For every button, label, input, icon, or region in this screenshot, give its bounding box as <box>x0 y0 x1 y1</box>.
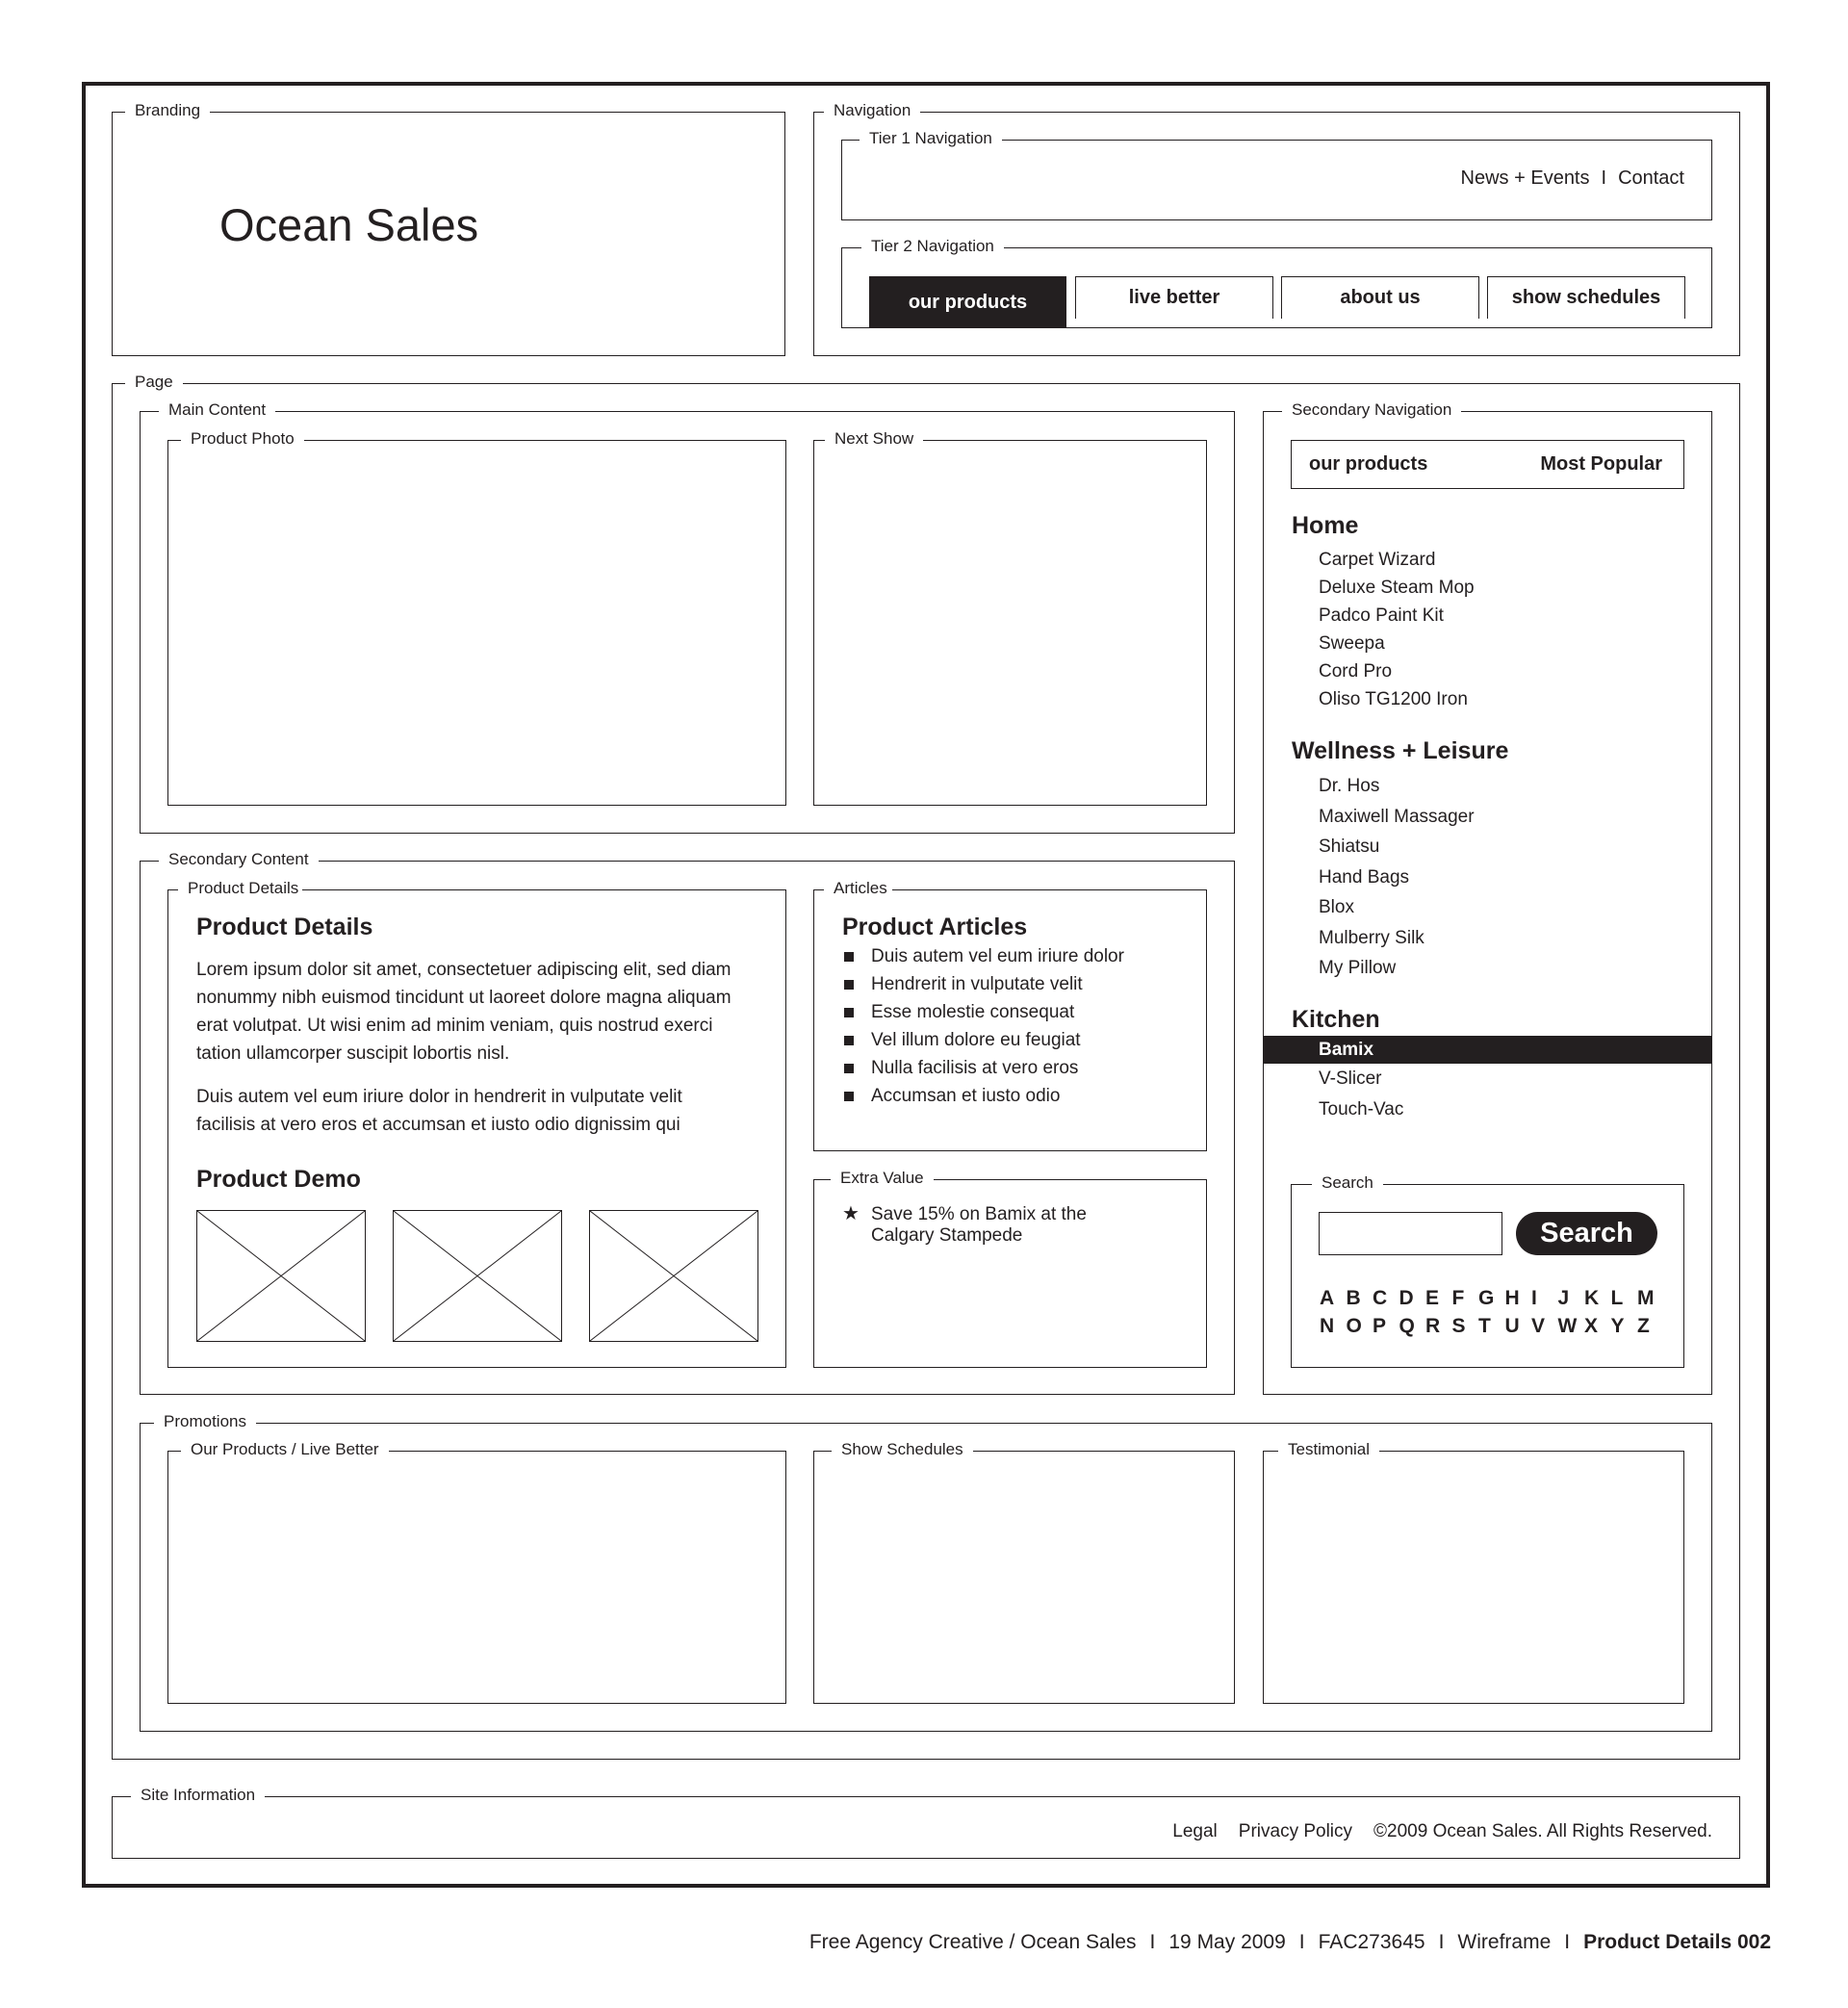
alpha-letter-link[interactable]: B <box>1346 1287 1361 1309</box>
article-link[interactable]: Accumsan et iusto odio <box>842 1082 1124 1110</box>
alpha-letter-link[interactable]: H <box>1504 1287 1520 1309</box>
alpha-letter-link[interactable]: W <box>1557 1315 1578 1337</box>
search-input[interactable] <box>1319 1212 1502 1255</box>
image-placeholder-icon <box>197 1211 365 1341</box>
category-item[interactable]: Sweepa <box>1319 633 1385 654</box>
category-title[interactable]: Home <box>1292 512 1359 539</box>
promo-testimonial-label: Testimonial <box>1278 1440 1379 1459</box>
demo-image-3[interactable] <box>589 1210 758 1342</box>
articles-list <box>842 942 1124 1110</box>
alpha-letter-link[interactable]: C <box>1373 1287 1388 1309</box>
promo-show-schedules[interactable] <box>813 1451 1235 1704</box>
promotions-label: Promotions <box>154 1412 256 1431</box>
category-item[interactable]: Touch-Vac <box>1319 1099 1404 1120</box>
alpha-letter-link[interactable]: E <box>1425 1287 1440 1309</box>
category-item[interactable]: Hand Bags <box>1319 866 1410 888</box>
extra-value-text: Save 15% on Bamix at the Calgary Stampede <box>871 1204 1087 1246</box>
secnav-our-products[interactable]: our products <box>1309 453 1428 475</box>
article-link[interactable]: Nulla facilisis at vero eros <box>842 1054 1124 1082</box>
tier1-separator: I <box>1601 167 1607 189</box>
promo-show-schedules-label: Show Schedules <box>832 1440 973 1459</box>
product-articles-heading: Product Articles <box>842 914 1028 940</box>
product-photo-label: Product Photo <box>181 429 304 449</box>
footer-links <box>1172 1820 1712 1843</box>
alpha-letter-link[interactable]: A <box>1320 1287 1335 1309</box>
article-link[interactable]: Vel illum dolore eu feugiat <box>842 1026 1124 1054</box>
category-item[interactable]: Dr. Hos <box>1319 776 1380 796</box>
next-show <box>813 440 1207 806</box>
tab-show-schedules[interactable]: show schedules <box>1487 276 1685 319</box>
star-icon: ★ <box>842 1203 860 1224</box>
tier1-links <box>1461 167 1684 190</box>
news-events-link[interactable]: News + Events <box>1460 167 1590 189</box>
alpha-letter-link[interactable]: F <box>1451 1287 1465 1309</box>
article-link[interactable]: Esse molestie consequat <box>842 998 1124 1026</box>
category-item[interactable]: Blox <box>1319 897 1354 917</box>
caption-agency: Free Agency Creative / Ocean Sales <box>808 1931 1137 1953</box>
caption-date: 19 May 2009 <box>1168 1931 1286 1953</box>
category-item[interactable]: Deluxe Steam Mop <box>1319 578 1475 598</box>
product-details-para-1: Lorem ipsum dolor sit amet, consectetuer adipiscing elit, sed diam nonummy nibh euismod tincidunt ut laoreet dolore magna aliquam erat volutpat. Ut wisi enim ad minim veniam, quis nostrud exerci tation ullamcorper suscipit lobortis nisl. <box>196 960 732 1064</box>
extra-value-label: Extra Value <box>831 1169 934 1188</box>
contact-link[interactable]: Contact <box>1618 167 1684 189</box>
category-item-selected[interactable]: Bamix <box>1292 1036 1403 1064</box>
category-title[interactable]: Kitchen <box>1292 1006 1380 1033</box>
alpha-letter-link[interactable]: T <box>1478 1315 1491 1337</box>
alpha-letter-link[interactable]: Y <box>1610 1315 1625 1337</box>
alpha-letter-link[interactable]: U <box>1504 1315 1520 1337</box>
category-item[interactable]: Cord Pro <box>1319 661 1393 682</box>
product-demo-heading: Product Demo <box>196 1166 361 1193</box>
category-title[interactable]: Wellness + Leisure <box>1292 737 1509 764</box>
caption-separator: I <box>1438 1931 1445 1953</box>
site-logo-title[interactable]: Ocean Sales <box>219 199 479 250</box>
category-item[interactable]: Mulberry Silk <box>1319 927 1424 948</box>
extra-value-promo[interactable] <box>842 1204 1112 1247</box>
alpha-letter-link[interactable]: I <box>1531 1287 1537 1309</box>
secnav-header <box>1291 440 1684 489</box>
promo-testimonial[interactable] <box>1263 1451 1684 1704</box>
caption-separator: I <box>1149 1931 1156 1953</box>
category-item[interactable]: Maxiwell Massager <box>1319 806 1475 827</box>
caption-separator: I <box>1298 1931 1305 1953</box>
main-content-label: Main Content <box>159 400 275 420</box>
search-button[interactable]: Search <box>1516 1212 1657 1255</box>
category-item[interactable]: Shiatsu <box>1319 837 1380 857</box>
alpha-letter-link[interactable]: D <box>1399 1287 1414 1309</box>
caption-type: Wireframe <box>1457 1931 1552 1953</box>
category-item[interactable]: My Pillow <box>1319 958 1397 978</box>
secondary-content-label: Secondary Content <box>159 850 319 869</box>
alpha-letter-link[interactable]: S <box>1451 1315 1466 1337</box>
alpha-letter-link[interactable]: Z <box>1637 1315 1650 1337</box>
alpha-letter-link[interactable]: X <box>1584 1315 1599 1337</box>
product-photo <box>167 440 786 806</box>
category-items <box>1292 771 1508 984</box>
alpha-letter-link[interactable]: R <box>1425 1315 1441 1337</box>
article-link[interactable]: Duis autem vel eum iriure dolor <box>842 942 1124 970</box>
privacy-policy-link[interactable]: Privacy Policy <box>1238 1821 1353 1841</box>
tab-about-us[interactable]: about us <box>1281 276 1479 319</box>
promo-our-products-label: Our Products / Live Better <box>181 1440 389 1459</box>
tier1-label: Tier 1 Navigation <box>860 129 1002 148</box>
product-details-label: Product Details <box>178 879 302 898</box>
product-details-para-2: Duis autem vel eum iriure dolor in hendrerit in vulputate velit facilisis at vero eros et accumsan et iusto odio dignissim qui <box>196 1087 682 1135</box>
document-caption <box>809 1930 1771 1955</box>
alpha-letter-link[interactable]: M <box>1637 1287 1655 1309</box>
branding-label: Branding <box>125 101 210 120</box>
navigation-label: Navigation <box>824 101 920 120</box>
caption-page: Product Details 002 <box>1583 1931 1771 1953</box>
image-placeholder-icon <box>394 1211 561 1341</box>
category-home <box>1292 511 1475 713</box>
category-items <box>1292 1036 1403 1125</box>
tier2-label: Tier 2 Navigation <box>861 237 1004 256</box>
caption-separator: I <box>1564 1931 1571 1953</box>
alpha-letter-link[interactable]: Q <box>1399 1315 1415 1337</box>
site-information-label: Site Information <box>131 1786 265 1805</box>
promo-our-products[interactable] <box>167 1451 786 1704</box>
alpha-letter-link[interactable]: O <box>1346 1315 1362 1337</box>
alpha-letter-link[interactable]: J <box>1557 1287 1570 1309</box>
article-link[interactable]: Hendrerit in vulputate velit <box>842 970 1124 998</box>
secnav-most-popular[interactable]: Most Popular <box>1540 453 1662 475</box>
alpha-letter-link[interactable]: N <box>1320 1315 1335 1337</box>
category-item[interactable]: V-Slicer <box>1319 1068 1382 1089</box>
category-wellness-leisure <box>1292 736 1508 984</box>
category-kitchen <box>1292 1005 1403 1125</box>
alpha-letter-link[interactable]: G <box>1478 1287 1495 1309</box>
legal-link[interactable]: Legal <box>1172 1821 1218 1841</box>
category-item[interactable]: Carpet Wizard <box>1319 550 1436 570</box>
alphabet-row-2 <box>1320 1313 1664 1340</box>
caption-code: FAC273645 <box>1318 1931 1425 1953</box>
category-item[interactable]: Padco Paint Kit <box>1319 605 1444 626</box>
category-item[interactable]: Oliso TG1200 Iron <box>1319 689 1468 709</box>
secondary-navigation-label: Secondary Navigation <box>1282 400 1461 420</box>
demo-image-1[interactable] <box>196 1210 366 1342</box>
alpha-letter-link[interactable]: L <box>1610 1287 1624 1309</box>
demo-image-2[interactable] <box>393 1210 562 1342</box>
copyright-text: ©2009 Ocean Sales. All Rights Reserved. <box>1373 1821 1712 1841</box>
alphabet-row-1 <box>1320 1285 1664 1312</box>
alpha-letter-link[interactable]: K <box>1584 1287 1600 1309</box>
category-items <box>1292 546 1475 713</box>
tab-our-products[interactable]: our products <box>869 276 1066 327</box>
image-placeholder-icon <box>590 1211 757 1341</box>
next-show-label: Next Show <box>825 429 923 449</box>
alpha-letter-link[interactable]: P <box>1373 1315 1387 1337</box>
tab-live-better[interactable]: live better <box>1075 276 1273 319</box>
articles-label: Articles <box>824 879 892 898</box>
alpha-letter-link[interactable]: V <box>1531 1315 1546 1337</box>
page-label: Page <box>125 373 183 392</box>
product-details-heading: Product Details <box>196 914 373 940</box>
search-label: Search <box>1312 1173 1383 1193</box>
